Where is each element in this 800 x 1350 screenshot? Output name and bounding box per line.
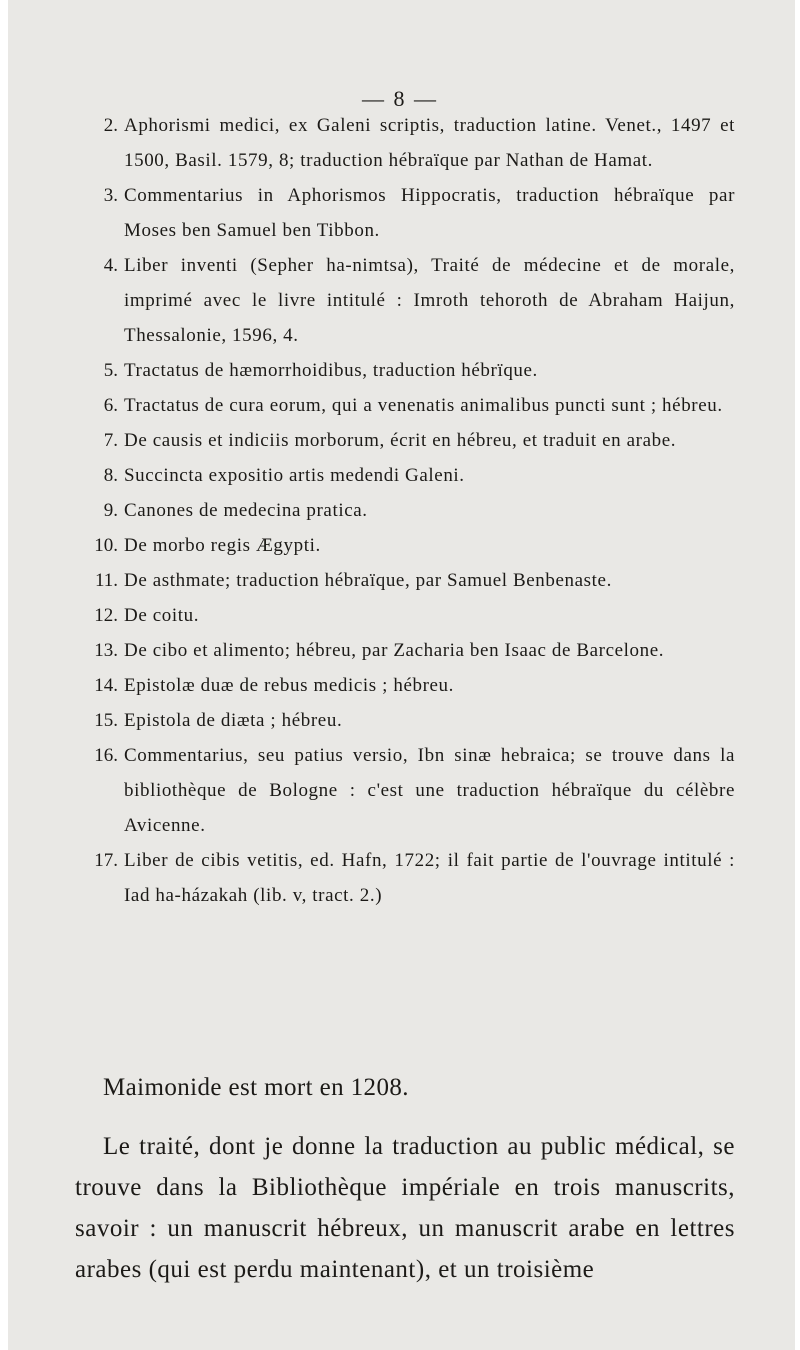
list-item — [70, 528, 735, 563]
list-item — [70, 423, 735, 458]
item-number: 11. — [94, 570, 118, 591]
item-number: 5. — [103, 360, 118, 381]
list-item — [70, 598, 735, 633]
item-number: 3. — [103, 185, 118, 206]
item-text: De coitu. — [124, 605, 200, 626]
item-number: 8. — [103, 465, 118, 486]
item-text: Epistolæ duæ de rebus medicis ; hébreu. — [124, 675, 454, 696]
item-text: Liber inventi (Sepher ha-nimtsa), Traité de médecine et de morale, imprimé avec le livre intitulé : Imroth tehoroth de Abraham Haijun, Thessalonie, 1596, 4. — [124, 255, 735, 346]
item-number: 4. — [103, 255, 118, 276]
item-number: 14. — [94, 675, 118, 696]
item-number: 2. — [103, 115, 118, 136]
item-number: 7. — [103, 430, 118, 451]
list-item — [70, 633, 735, 668]
item-text: Commentarius, seu patius versio, Ibn sinæ hebraica; se trouve dans la bibliothèque de Bologne : c'est une traduction hébraïque du célèbre Avicenne. — [124, 745, 735, 836]
item-number: 13. — [94, 640, 118, 661]
item-number: 6. — [103, 395, 118, 416]
list-item — [70, 178, 735, 248]
list-item — [70, 563, 735, 598]
item-text: Tractatus de cura eorum, qui a venenatis animalibus puncti sunt ; hébreu. — [124, 395, 723, 416]
list-item — [70, 703, 735, 738]
item-number: 16. — [94, 745, 118, 766]
list-item — [70, 668, 735, 703]
item-text: Tractatus de hæmorrhoidibus, traduction hébrïque. — [124, 360, 538, 381]
list-item — [70, 738, 735, 843]
item-text: Commentarius in Aphorismos Hippocratis, traduction hébraïque par Moses ben Samuel ben Tibbon. — [124, 185, 735, 241]
item-text: De causis et indiciis morborum, écrit en hébreu, et traduit en arabe. — [124, 430, 677, 451]
list-item — [70, 458, 735, 493]
works-list — [70, 108, 735, 913]
item-number: 10. — [94, 535, 118, 556]
item-text: De cibo et alimento; hébreu, par Zacharia ben Isaac de Barcelone. — [124, 640, 665, 661]
item-text: De asthmate; traduction hébraïque, par Samuel Benbenaste. — [124, 570, 612, 591]
item-text: Aphorismi medici, ex Galeni scriptis, traduction latine. Venet., 1497 et 1500, Basil. 1579, 8; traduction hébraïque par Nathan de Hamat. — [124, 115, 735, 171]
item-text: Canones de medecina pratica. — [124, 500, 368, 521]
list-item — [70, 388, 735, 423]
list-item — [70, 843, 735, 913]
item-text: Epistola de diæta ; hébreu. — [124, 710, 343, 731]
page-number: — 8 — — [362, 86, 438, 111]
item-number: 12. — [94, 605, 118, 626]
body-paragraph: Le traité, dont je donne la traduction au public médical, se trouve dans la Bibliothèque impériale en trois manuscrits, savoir : un manuscrit hébreux, un manuscrit arabe en lettres arabes (qui est perdu maintenant), et un troisième — [75, 1133, 735, 1283]
list-item — [70, 108, 735, 178]
item-number: 9. — [103, 500, 118, 521]
death-note: Maimonide est mort en 1208. — [103, 1074, 409, 1101]
item-number: 15. — [94, 710, 118, 731]
item-text: Succincta expositio artis medendi Galeni. — [124, 465, 465, 486]
list-item — [70, 353, 735, 388]
item-number: 17. — [94, 850, 118, 871]
list-item — [70, 493, 735, 528]
list-item — [70, 248, 735, 353]
item-text: De morbo regis Ægypti. — [124, 535, 321, 556]
item-text: Liber de cibis vetitis, ed. Hafn, 1722; il fait partie de l'ouvrage intitulé : Iad ha-házakah (lib. v, tract. 2.) — [124, 850, 735, 906]
